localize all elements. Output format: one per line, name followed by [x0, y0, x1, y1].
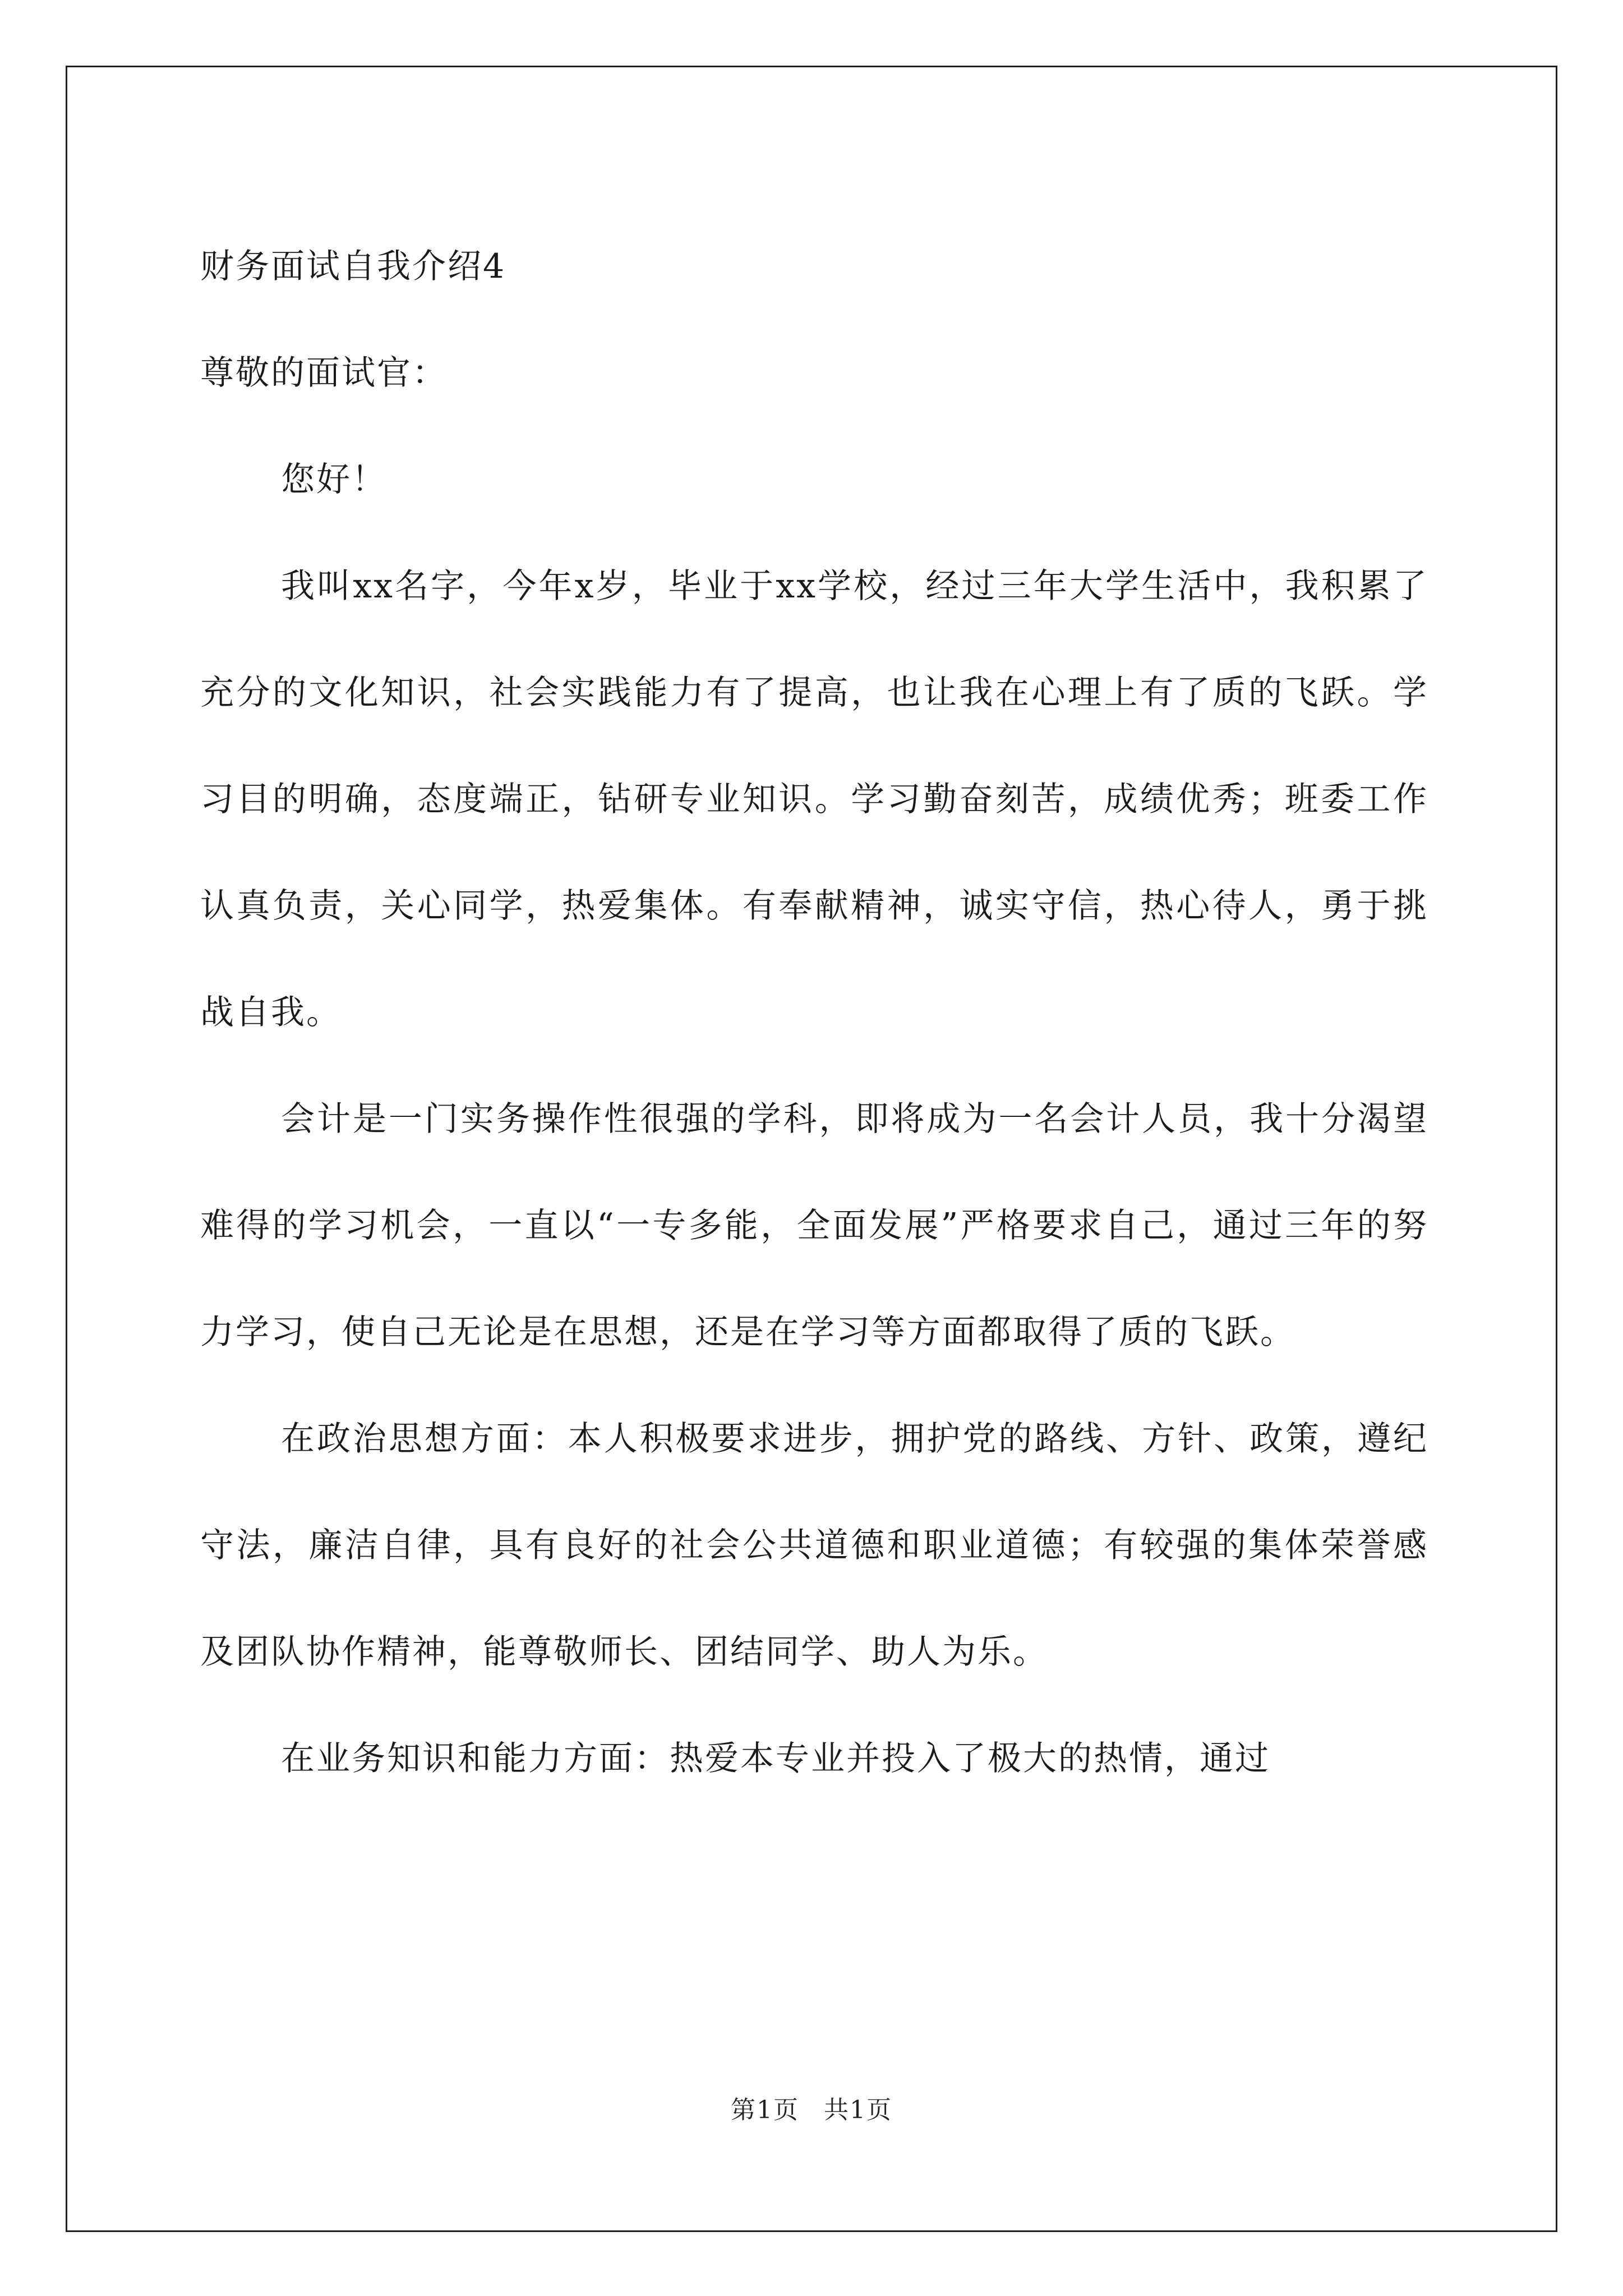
paragraph-political: 在政治思想方面：本人积极要求进步，拥护党的路线、方针、政策，遵纪守法，廉洁自律，具有良好的社会公共道德和职业道德；有较强的集体荣誉感及团队协作精神，能尊敬师长、团结同学、助人为乐。 — [200, 1419, 1428, 1672]
document-title: 财务面试自我介绍4 — [200, 247, 506, 286]
paragraph-professional: 在业务知识和能力方面：热爱本专业并投入了极大的热情，通过 — [281, 1739, 1270, 1778]
page-footer — [0, 2093, 1623, 2127]
salutation: 尊敬的面试官： — [200, 353, 448, 393]
document-body — [200, 213, 1428, 1812]
greeting: 您好！ — [281, 460, 387, 499]
page-total: 共1页 — [824, 2096, 892, 2124]
paragraph-introduction: 我叫xx名字，今年x岁，毕业于xx学校，经过三年大学生活中，我积累了充分的文化知识，社会实践能力有了提高，也让我在心理上有了质的飞跃。学习目的明确，态度端正，钻研专业知识。学习勤奋刻苦，成绩优秀；班委工作认真负责，关心同学，热爱集体。有奉献精神，诚实守信，热心待人，勇于挑战自我。 — [200, 567, 1428, 1032]
paragraph-accounting: 会计是一门实务操作性很强的学科，即将成为一名会计人员，我十分渴望难得的学习机会，一直以“一专多能，全面发展”严格要求自己，通过三年的努力学习，使自己无论是在思想，还是在学习等方面都取得了质的飞跃。 — [200, 1099, 1428, 1352]
page-number: 第1页 — [731, 2096, 799, 2124]
